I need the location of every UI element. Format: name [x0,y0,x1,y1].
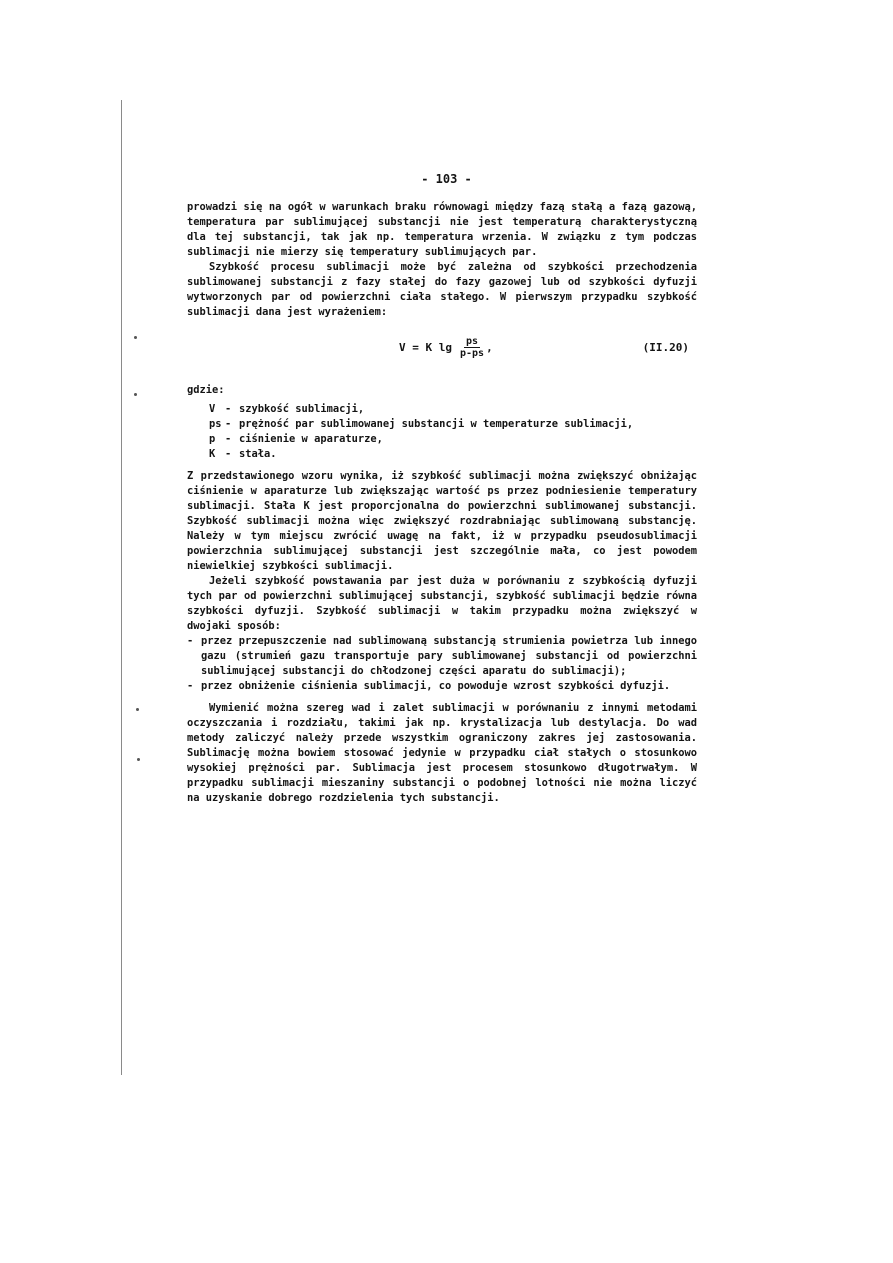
definition-dash: - [225,418,232,430]
margin-line [121,100,122,1075]
definition-row [187,432,697,447]
paragraph-4: Jeżeli szybkość powstawania par jest duża w porównaniu z szybkością dyfuzji tych par od powierzchni sublimującej substancji, szybkość sublimacji będzie równa szybkości dyfuzji. Szybkość sublimacji w takim przypadku można zwiększyć w dwojaki sposób: [187,575,697,632]
equation-number: (II.20) [642,341,689,354]
paragraph-3: Z przedstawionego wzoru wynika, iż szybkość sublimacji można zwiększyć obniżając ciśnienie w aparaturze lub zwiększając wartość ps przez podniesienie temperatury sublimacji. Stała K jest proporcjonalna do powierzchni sublimowanej substancji. Szybkość sublimacji można więc zwiększyć rozdrabniając sublimowaną substancję. Należy w tym miejscu zwrócić uwagę na fakt, iż w przypadku pseudosublimacji powierzchnia sublimującej substancji jest szczególnie mała, co jest powodem niewielkiej szybkości sublimacji. [187,470,697,572]
paragraph-2: Szybkość procesu sublimacji może być zależna od szybkości przechodzenia sublimowanej substancji z fazy stałej do fazy gazowej lub od szybkości dyfuzji wytworzonych par od powierzchni ciała stałego. W pierwszym przypadku szybkość sublimacji dana jest wyrażeniem: [187,261,697,318]
definition-symbol: ps [209,418,222,430]
definition-dash: - [225,448,232,460]
definition-row [187,417,697,432]
definition-symbol: V [209,403,216,415]
equation-lhs: V = K lg [399,341,452,354]
list-item [187,634,697,679]
where-label: gdzie: [187,384,225,396]
definition-dash: - [225,433,232,445]
definition-dash: - [225,403,232,415]
scan-speck [136,708,139,711]
equation-II-20 [187,330,697,376]
definition-text: stała. [239,448,277,460]
definition-symbol: K [209,448,216,460]
list-item-text: przez obniżenie ciśnienia sublimacji, co powoduje wzrost szybkości dyfuzji. [201,680,671,692]
paragraph-5: Wymienić można szereg wad i zalet sublimacji w porównaniu z innymi metodami oczyszczania i rozdziału, takimi jak np. krystalizacja lub destylacja. Do wad metody zaliczyć należy przede wszystkim ograniczony zakres jej zastosowania. Sublimację można bowiem stosować jedynie w przypadku ciał stałych o stosunkowo wysokiej prężności par. Sublimacja jest procesem stosunkowo długotrwałym. W przypadku sublimacji mieszaniny substancji o podobnej lotności nie można liczyć na uzyskanie dobrego rozdzielenia tych substancji. [187,702,697,804]
definition-row [187,447,697,462]
definition-text: szybkość sublimacji, [239,403,365,415]
list-item-text: przez przepuszczenie nad sublimowaną substancją strumienia powietrza lub innego gazu (strumień gazu transportuje pary sublimowanej substancji od powierzchni sublimującej substancji do chłodzonej części aparatu do sublimacji); [201,635,697,677]
scan-speck [134,393,137,396]
page-number: - 103 - [421,172,472,186]
definition-text: prężność par sublimowanej substancji w temperaturze sublimacji, [239,418,634,430]
definition-text: ciśnienie w aparaturze, [239,433,383,445]
page-body [187,200,697,806]
definitions-list [187,402,697,462]
definition-symbol: p [209,433,216,445]
equation-trailing: , [486,341,493,354]
equation-fraction [458,336,486,359]
scan-speck [137,758,140,761]
equation-expression [399,336,493,359]
equation-denominator: p-ps [459,348,485,359]
scan-speck [134,336,137,339]
definition-row [187,402,697,417]
equation-numerator: ps [466,336,479,347]
list-bullet: - [187,635,194,647]
paragraph-1: prowadzi się na ogół w warunkach braku równowagi między fazą stałą a fazą gazową, temperatura par sublimującej substancji nie jest temperaturą charakterystyczną dla tej substancji, tak jak np. temperatura wrzenia. W związku z tym podczas sublimacji nie mierzy się temperatury sublimujących par. [187,201,697,258]
list-bullet: - [187,680,194,692]
list-item [187,679,697,694]
